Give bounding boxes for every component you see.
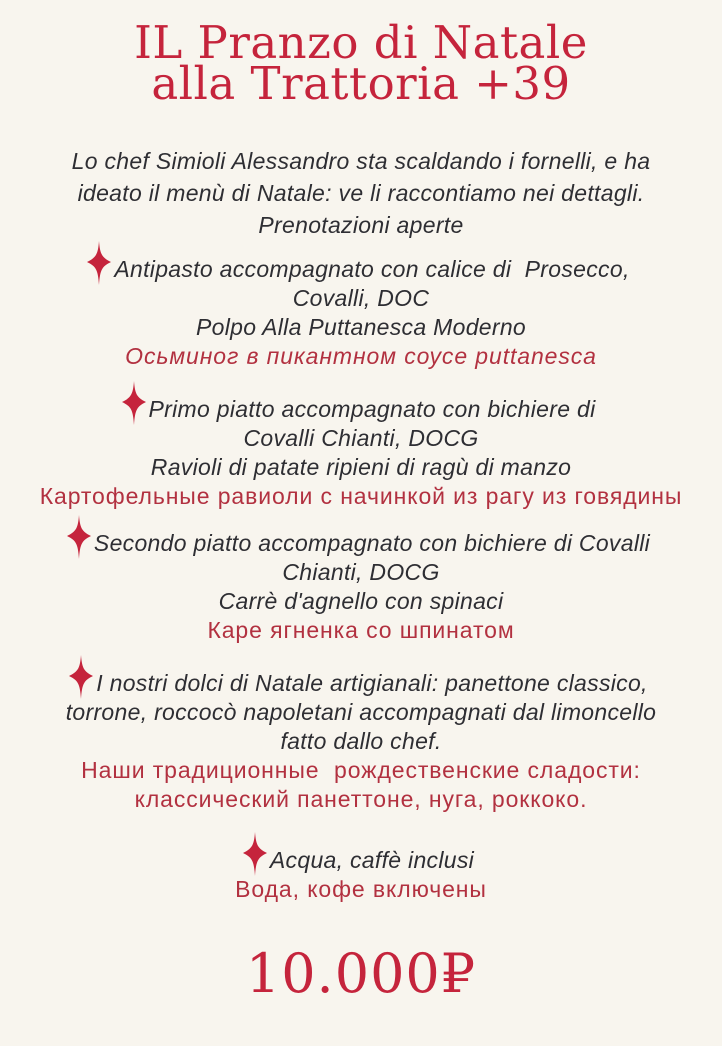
- menu-section-secondo-piatto: [0, 529, 722, 645]
- menu-line: torrone, roccocò napoletani accompagnati dal limoncello: [65, 698, 657, 725]
- menu-line: [0, 395, 722, 424]
- menu-line-russian: Наши традиционные рождественские сладости:: [81, 756, 641, 783]
- menu-line: Covalli Chianti, DOCG: [243, 424, 479, 451]
- intro-line: Prenotazioni aperte: [258, 211, 464, 238]
- menu-line-text: Acqua, caffè inclusi: [269, 846, 475, 873]
- menu-line-russian: Картофельные равиоли с начинкой из рагу из говядины: [39, 482, 683, 509]
- page-title: [0, 16, 722, 111]
- intro-paragraph: [0, 145, 722, 241]
- menu-line-russian: Каре ягненка со шпинатом: [207, 616, 515, 643]
- menu-line: Covalli, DOC: [292, 284, 430, 311]
- page-title-line1: IL Pranzo di Natale: [134, 16, 588, 69]
- menu-line-text: I nostri dolci di Natale artigianali: panettone classico,: [96, 669, 648, 696]
- menu-section-primo-piatto: [0, 395, 722, 511]
- sparkle-icon: [127, 416, 149, 417]
- page-title-line2: alla Trattoria +39: [151, 57, 571, 111]
- menu-line-text: Antipasto accompagnato con calice di Prosecco,: [114, 255, 630, 282]
- menu-line-russian: Осьминог в пикантном соусе puttanesca: [125, 342, 597, 369]
- menu-line: [0, 529, 722, 558]
- intro-line: Lo chef Simioli Alessandro sta scaldando i fornelli, e ha: [71, 147, 651, 174]
- sparkle-icon: [74, 690, 96, 691]
- menu-line: Carrè d'agnello con spinaci: [218, 587, 504, 614]
- menu-line-russian: классический панеттоне, нуга, роккоко.: [134, 785, 588, 812]
- sparkle-icon: [248, 867, 270, 868]
- menu-page: [0, 16, 722, 1046]
- menu-price: 10.000₽: [245, 941, 477, 1005]
- menu-section-dolci: [0, 669, 722, 814]
- menu-section-antipasto: [0, 255, 722, 371]
- intro-line: ideato il menù di Natale: ve li raccontiamo nei dettagli.: [77, 179, 645, 206]
- menu-line: [0, 669, 722, 698]
- menu-line-russian: Вода, кофе включены: [235, 875, 487, 902]
- menu-line: [0, 846, 722, 875]
- sparkle-icon: [72, 550, 94, 551]
- menu-section-bevande: [0, 846, 722, 904]
- menu-line: fatto dallo chef.: [280, 727, 442, 754]
- menu-line: Polpo Alla Puttanesca Moderno: [195, 313, 527, 340]
- menu-line-text: Secondo piatto accompagnato con bichiere di Covalli: [93, 529, 651, 556]
- menu-line: Ravioli di patate ripieni di ragù di manzo: [150, 453, 572, 480]
- menu-line: [0, 255, 722, 284]
- menu-line: Chianti, DOCG: [282, 558, 440, 585]
- sparkle-icon: [92, 276, 114, 277]
- menu-line-text: Primo piatto accompagnato con bichiere di: [148, 395, 596, 422]
